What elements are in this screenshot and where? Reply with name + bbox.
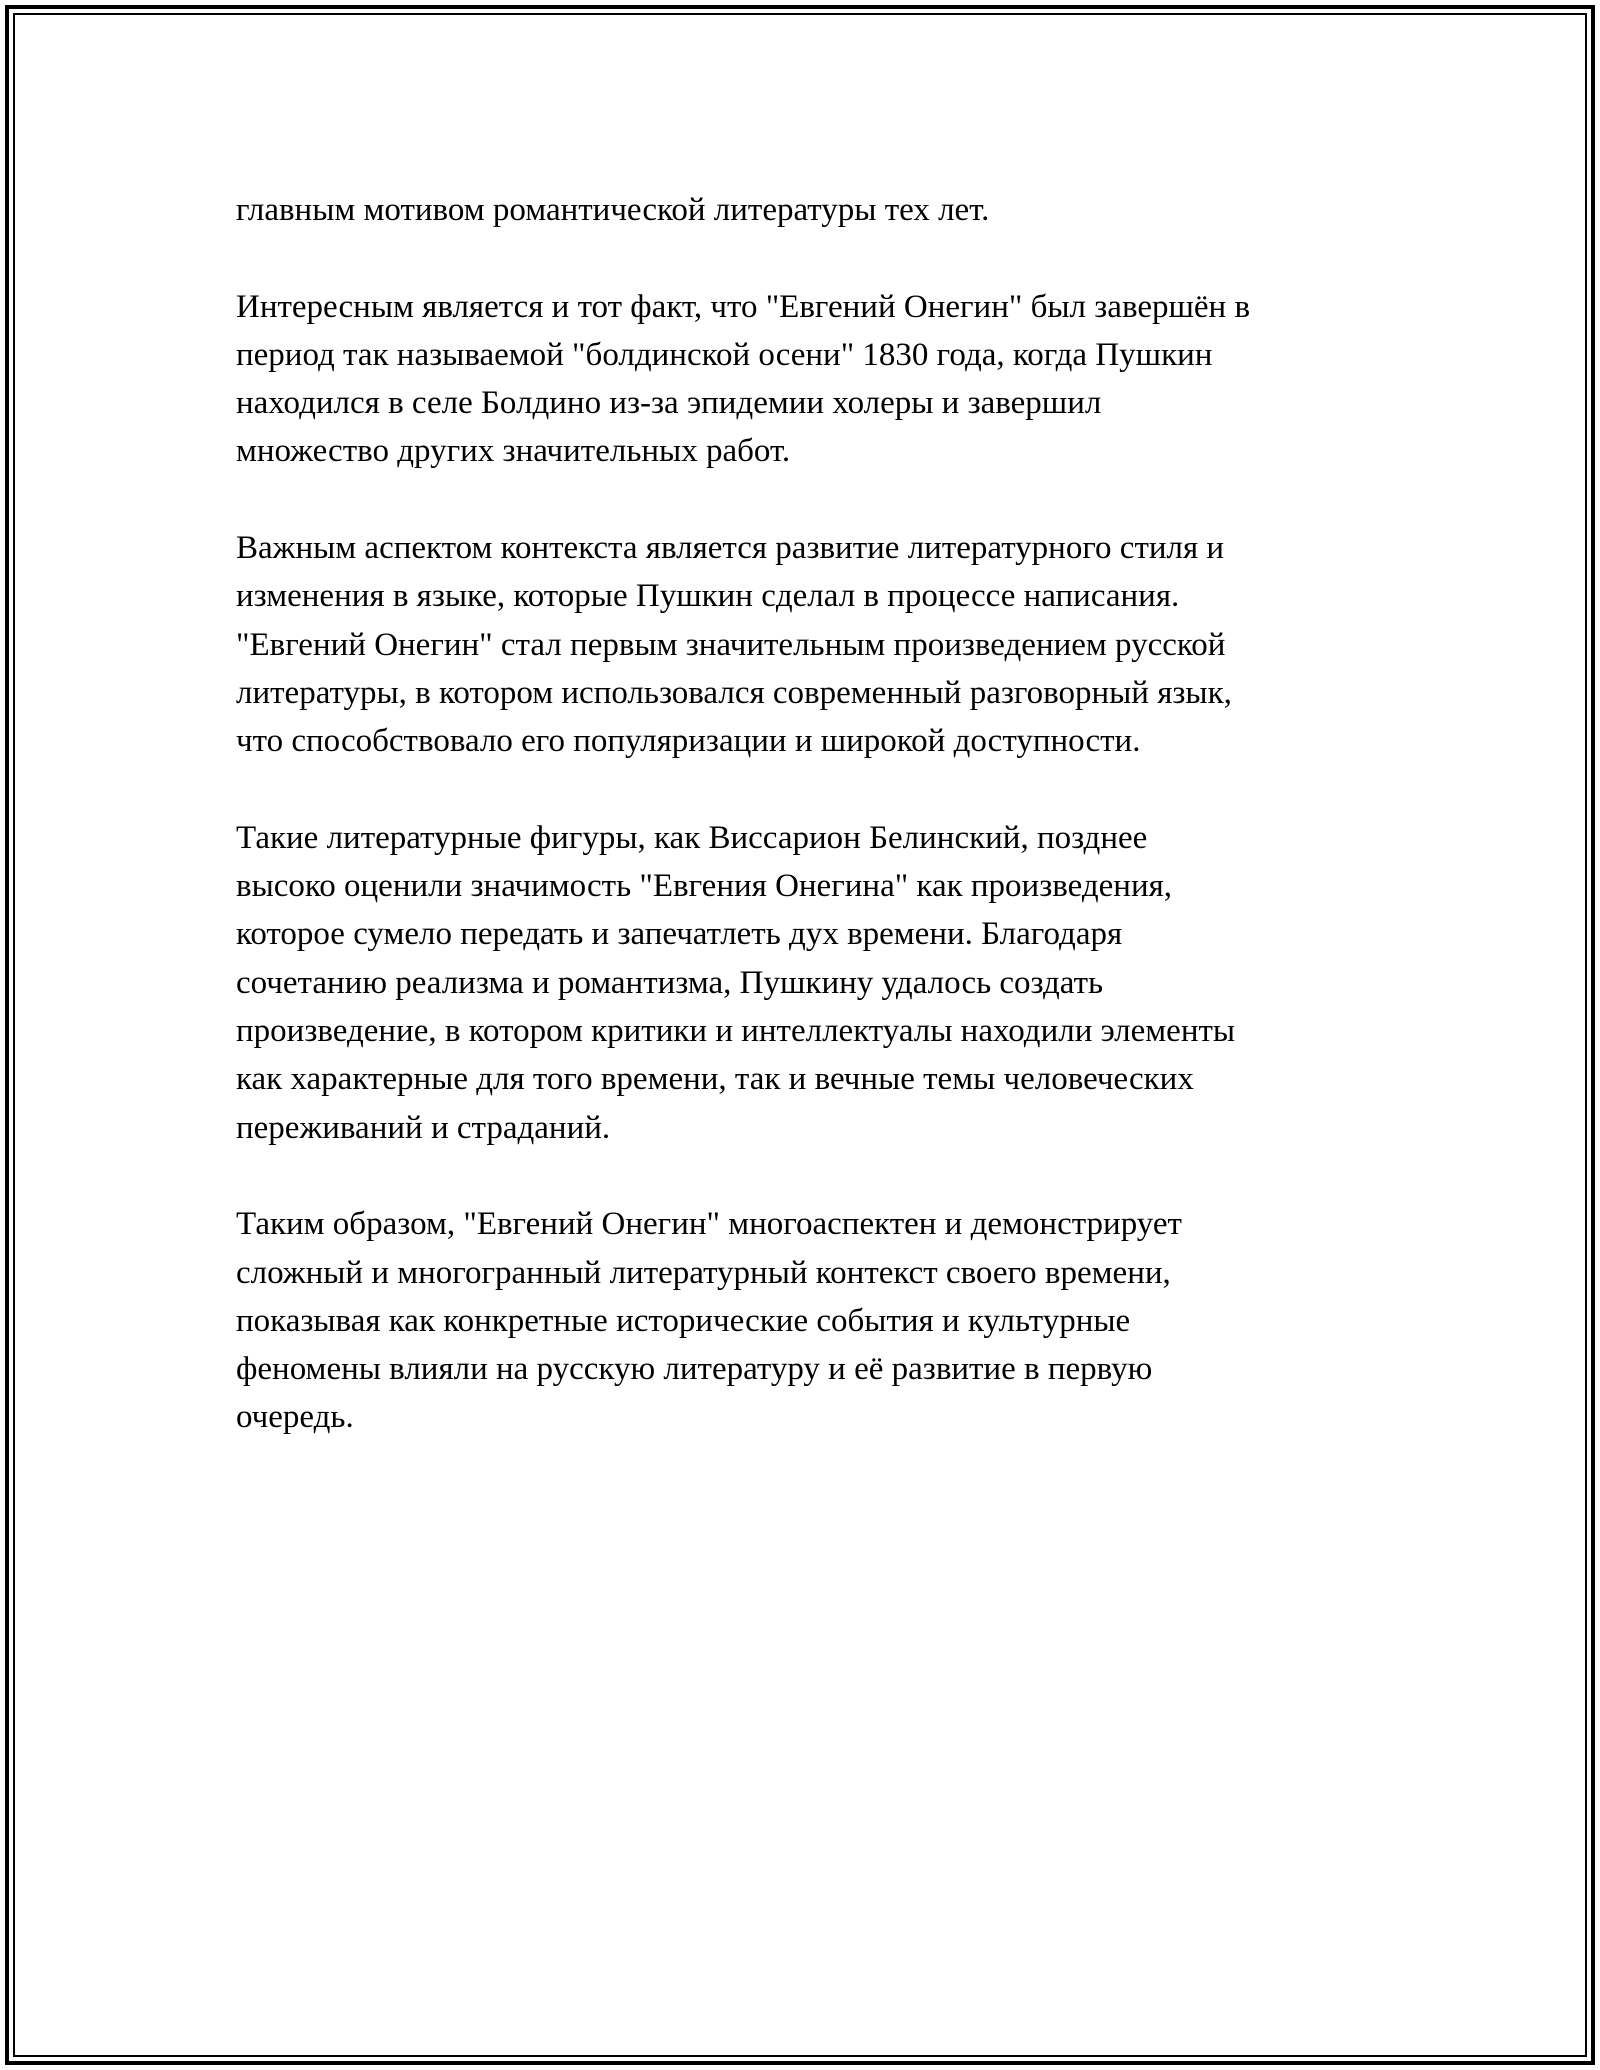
paragraph-1: главным мотивом романтической литературы тех лет. <box>236 192 990 228</box>
paragraph-5: Таким образом, "Евгений Онегин" многоаспектен и демонстрирует сложный и многогранный литературный контекст своего времени, показывая как конкретные исторические события и культурные феномены влияли на русскую литературу и её развитие в первую очередь. <box>236 1206 1182 1436</box>
paragraph-4: Такие литературные фигуры, как Виссарион Белинский, позднее высоко оценили значимость "Евгения Онегина" как произведения, которое сумело передать и запечатлеть дух времени. Благодаря сочетанию реализма и романтизма, Пушкину удалось создать произведение, в котором критики и интеллектуалы находили элементы как характерные для того времени, так и вечные темы человеческих переживаний и страданий. <box>236 819 1236 1146</box>
paragraph-3: Важным аспектом контекста является развитие литературного стиля и изменения в языке, которые Пушкин сделал в процессе написания. "Евгений Онегин" стал первым значительным произведением русской литературы, в котором использовался современный разговорный язык, что способствовало его популяризации и широкой доступности. <box>236 530 1232 760</box>
paragraph-2: Интересным является и тот факт, что "Евгений Онегин" был завершён в период так называемой "болдинской осени" 1830 года, когда Пушкин находился в селе Болдино из-за эпидемии холеры и завершил множество других значительных работ. <box>236 288 1251 470</box>
document-body <box>236 186 1386 1490</box>
